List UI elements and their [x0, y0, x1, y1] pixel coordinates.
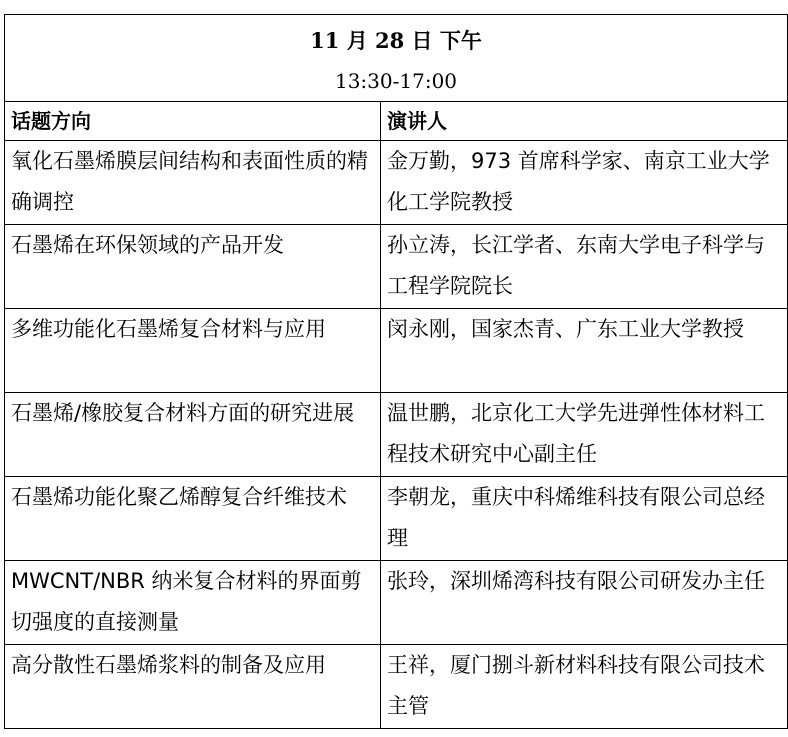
- topic-text: 石墨烯在环保领域的产品开发: [11, 233, 284, 257]
- speaker-text: 金万勤，973 首席科学家、南京工业大学化工学院教授: [387, 149, 770, 214]
- topic-text: MWCNT/NBR 纳米复合材料的界面剪切强度的直接测量: [11, 569, 362, 634]
- topic-cell: [5, 141, 381, 225]
- speaker-text: 闵永刚，国家杰青、广东工业大学教授: [387, 317, 744, 341]
- topic-text: 石墨烯功能化聚乙烯醇复合纤维技术: [11, 485, 347, 509]
- header-row: [5, 15, 788, 102]
- speaker-cell: [381, 561, 788, 645]
- topic-cell: [5, 645, 381, 729]
- topic-cell: [5, 477, 381, 561]
- topic-text: 氧化石墨烯膜层间结构和表面性质的精确调控: [11, 149, 368, 214]
- topic-text: 石墨烯/橡胶复合材料方面的研究进展: [11, 401, 355, 425]
- speaker-cell: [381, 225, 788, 309]
- table-row: [5, 225, 788, 309]
- speaker-text: 王祥，厦门捌斗新材料科技有限公司技术主管: [387, 653, 765, 718]
- column-header-row: [5, 102, 788, 141]
- column-header-speaker: 演讲人: [381, 102, 788, 141]
- table-row: [5, 393, 788, 477]
- speaker-cell: [381, 393, 788, 477]
- topic-cell: [5, 225, 381, 309]
- session-time: 13:30-17:00: [334, 69, 458, 93]
- speaker-cell: [381, 141, 788, 225]
- table-row: [5, 141, 788, 225]
- column-header-topic: 话题方向: [5, 102, 381, 141]
- table-row: [5, 561, 788, 645]
- topic-cell: [5, 393, 381, 477]
- topic-text: 高分散性石墨烯浆料的制备及应用: [11, 653, 326, 677]
- speaker-text: 温世鹏，北京化工大学先进弹性体材料工程技术研究中心副主任: [387, 401, 765, 466]
- speaker-text: 孙立涛，长江学者、东南大学电子科学与工程学院院长: [387, 233, 765, 298]
- speaker-text: 张玲，深圳烯湾科技有限公司研发办主任: [387, 569, 765, 593]
- table-row: [5, 309, 788, 393]
- table-row: [5, 477, 788, 561]
- session-header: [5, 15, 788, 102]
- table-row: [5, 645, 788, 729]
- topic-cell: [5, 561, 381, 645]
- session-date: 11 月 28 日 下午: [310, 28, 482, 53]
- topic-cell: [5, 309, 381, 393]
- speaker-cell: [381, 477, 788, 561]
- schedule-sheet: [4, 14, 788, 729]
- speaker-cell: [381, 645, 788, 729]
- speaker-cell: [381, 309, 788, 393]
- topic-text: 多维功能化石墨烯复合材料与应用: [11, 317, 326, 341]
- speaker-text: 李朝龙，重庆中科烯维科技有限公司总经理: [387, 485, 765, 550]
- schedule-table: [4, 14, 788, 729]
